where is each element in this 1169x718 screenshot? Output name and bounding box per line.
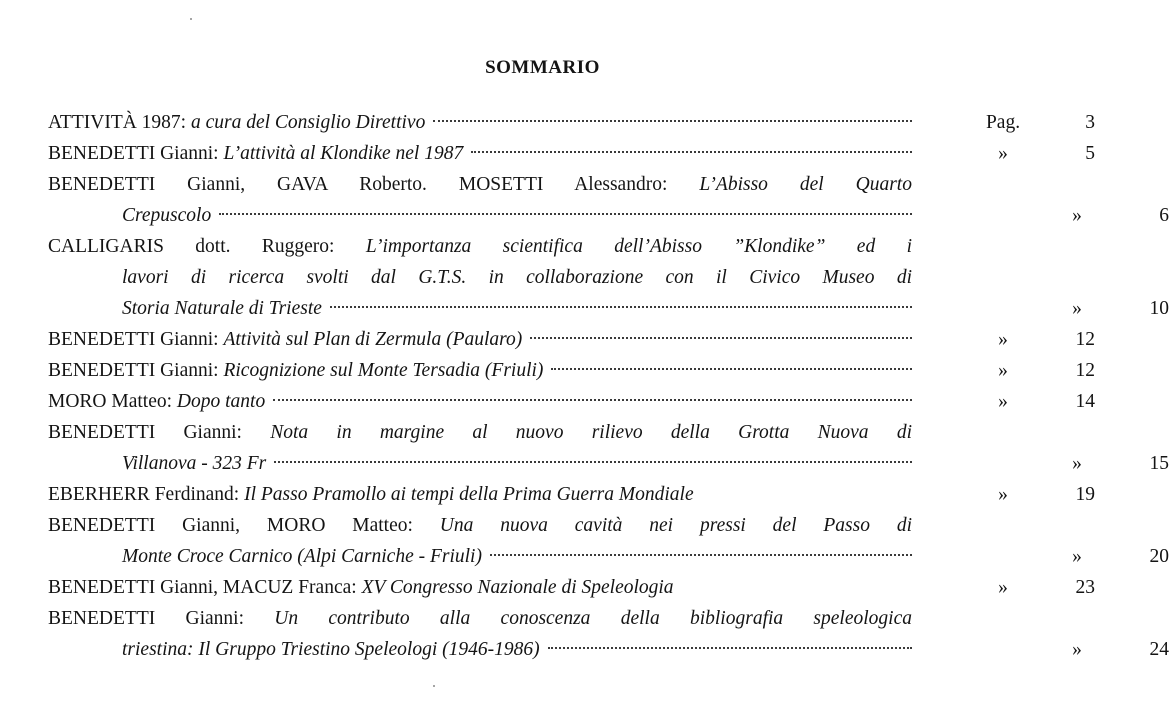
page-label: » xyxy=(998,577,1008,598)
entry-continuation-line xyxy=(122,262,912,293)
page-number: 5 xyxy=(1085,143,1095,164)
entry-author: BENEDETTI Gianni, GAVA Roberto. MOSETTI Alessandro: xyxy=(48,174,700,195)
dot-leader xyxy=(273,398,912,401)
toc-entry xyxy=(0,231,1169,324)
dot-leader xyxy=(274,460,912,463)
entry-title: triestina: Il Gruppo Triestino Speleologi (1946-1986) xyxy=(122,639,540,660)
page-label: » xyxy=(1072,205,1082,226)
entry-title: Il Passo Pramollo ai tempi della Prima Guerra Mondiale xyxy=(244,484,694,505)
entry-continuation-line xyxy=(122,541,1169,572)
entry-title: lavori di ricerca svolti dal G.T.S. in collaborazione con il Civico Museo di xyxy=(122,267,912,288)
page-label: » xyxy=(998,391,1008,412)
entry-line xyxy=(48,510,912,541)
dot-leader xyxy=(219,212,912,215)
entry-title: Villanova - 323 Fr xyxy=(122,453,267,474)
entry-title: Una nuova cavità nei pressi del Passo di xyxy=(439,515,912,536)
entry-title: Attività sul Plan di Zermula (Paularo) xyxy=(223,329,523,350)
entry-title: Monte Croce Carnico (Alpi Carniche - Friuli) xyxy=(122,546,482,567)
entry-author: BENEDETTI Gianni: xyxy=(48,143,224,164)
page-label: » xyxy=(1072,639,1082,660)
scan-speck xyxy=(433,685,435,687)
entry-author: EBERHERR Ferdinand: xyxy=(48,484,245,505)
entry-title: XV Congresso Nazionale di Speleologia xyxy=(361,577,674,598)
toc-entry xyxy=(0,572,1095,603)
entry-author: ATTIVITÀ 1987: xyxy=(48,112,191,133)
entry-author: BENEDETTI Gianni: xyxy=(48,360,224,381)
entry-line xyxy=(48,324,1095,355)
entry-title: Crepuscolo xyxy=(122,205,212,226)
page-number: 10 xyxy=(1149,298,1169,319)
entry-continuation-line xyxy=(122,634,1169,665)
entry-line xyxy=(48,355,1095,386)
page-number: 12 xyxy=(1075,360,1095,381)
toc-entry xyxy=(0,417,1169,479)
entry-author: BENEDETTI Gianni: xyxy=(48,422,271,443)
dot-leader xyxy=(530,336,912,339)
toc-entry xyxy=(0,603,1169,665)
page-number: 6 xyxy=(1159,205,1169,226)
entry-author: BENEDETTI Gianni: xyxy=(48,608,275,629)
toc-entry xyxy=(0,355,1095,386)
scan-speck xyxy=(190,18,192,20)
dot-leader xyxy=(548,646,912,649)
table-of-contents xyxy=(0,107,1169,665)
page-label: » xyxy=(998,143,1008,164)
toc-entry xyxy=(0,169,1169,231)
toc-entry xyxy=(0,107,1095,138)
entry-title: L’attività al Klondike nel 1987 xyxy=(223,143,464,164)
entry-title: L’Abisso del Quarto xyxy=(699,174,912,195)
document-title: SOMMARIO xyxy=(485,57,600,78)
page-label: » xyxy=(998,360,1008,381)
page-label: » xyxy=(1072,546,1082,567)
dot-leader xyxy=(433,119,912,122)
entry-author: CALLIGARIS dott. Ruggero: xyxy=(48,236,366,257)
entry-title: Nota in margine al nuovo rilievo della Grotta Nuova di xyxy=(270,422,912,443)
page-label: » xyxy=(1072,453,1082,474)
entry-line xyxy=(48,169,912,200)
page-number: 24 xyxy=(1149,639,1169,660)
dot-leader xyxy=(471,150,912,153)
toc-entry xyxy=(0,386,1095,417)
entry-line xyxy=(48,231,912,262)
dot-leader xyxy=(330,305,912,308)
entry-title: Ricognizione sul Monte Tersadia (Friuli) xyxy=(223,360,544,381)
entry-line xyxy=(48,572,1095,603)
entry-author: BENEDETTI Gianni, MORO Matteo: xyxy=(48,515,440,536)
entry-author: MORO Matteo: xyxy=(48,391,177,412)
dot-leader xyxy=(490,553,912,556)
page-label: Pag. xyxy=(985,112,1021,133)
page-number: 14 xyxy=(1075,391,1095,412)
entry-continuation-line xyxy=(122,448,1169,479)
page-number: 20 xyxy=(1149,546,1169,567)
entry-continuation-line xyxy=(122,200,1169,231)
entry-line xyxy=(48,107,1095,138)
page-number: 3 xyxy=(1085,112,1095,133)
entry-author: BENEDETTI Gianni, MACUZ Franca: xyxy=(48,577,362,598)
page-number: 12 xyxy=(1075,329,1095,350)
entry-line xyxy=(48,603,912,634)
entry-line xyxy=(48,386,1095,417)
toc-entry xyxy=(0,324,1095,355)
page-number: 15 xyxy=(1149,453,1169,474)
page-label: » xyxy=(1072,298,1082,319)
entry-title: Un contributo alla conoscenza della bibliografia speleologica xyxy=(274,608,912,629)
toc-entry xyxy=(0,138,1095,169)
entry-title: Storia Naturale di Trieste xyxy=(122,298,322,319)
toc-entry xyxy=(0,479,1095,510)
dot-leader xyxy=(551,367,912,370)
toc-entry xyxy=(0,510,1169,572)
entry-title: L’importanza scientifica dell’Abisso ”Klondike” ed i xyxy=(365,236,912,257)
entry-line xyxy=(48,479,1095,510)
page-number: 23 xyxy=(1075,577,1095,598)
page-number: 19 xyxy=(1075,484,1095,505)
entry-line xyxy=(48,417,912,448)
entry-continuation-line xyxy=(122,293,1169,324)
page-label: » xyxy=(998,484,1008,505)
entry-title: a cura del Consiglio Direttivo xyxy=(190,112,426,133)
entry-title: Dopo tanto xyxy=(176,391,266,412)
entry-author: BENEDETTI Gianni: xyxy=(48,329,224,350)
page-label: » xyxy=(998,329,1008,350)
entry-line xyxy=(48,138,1095,169)
